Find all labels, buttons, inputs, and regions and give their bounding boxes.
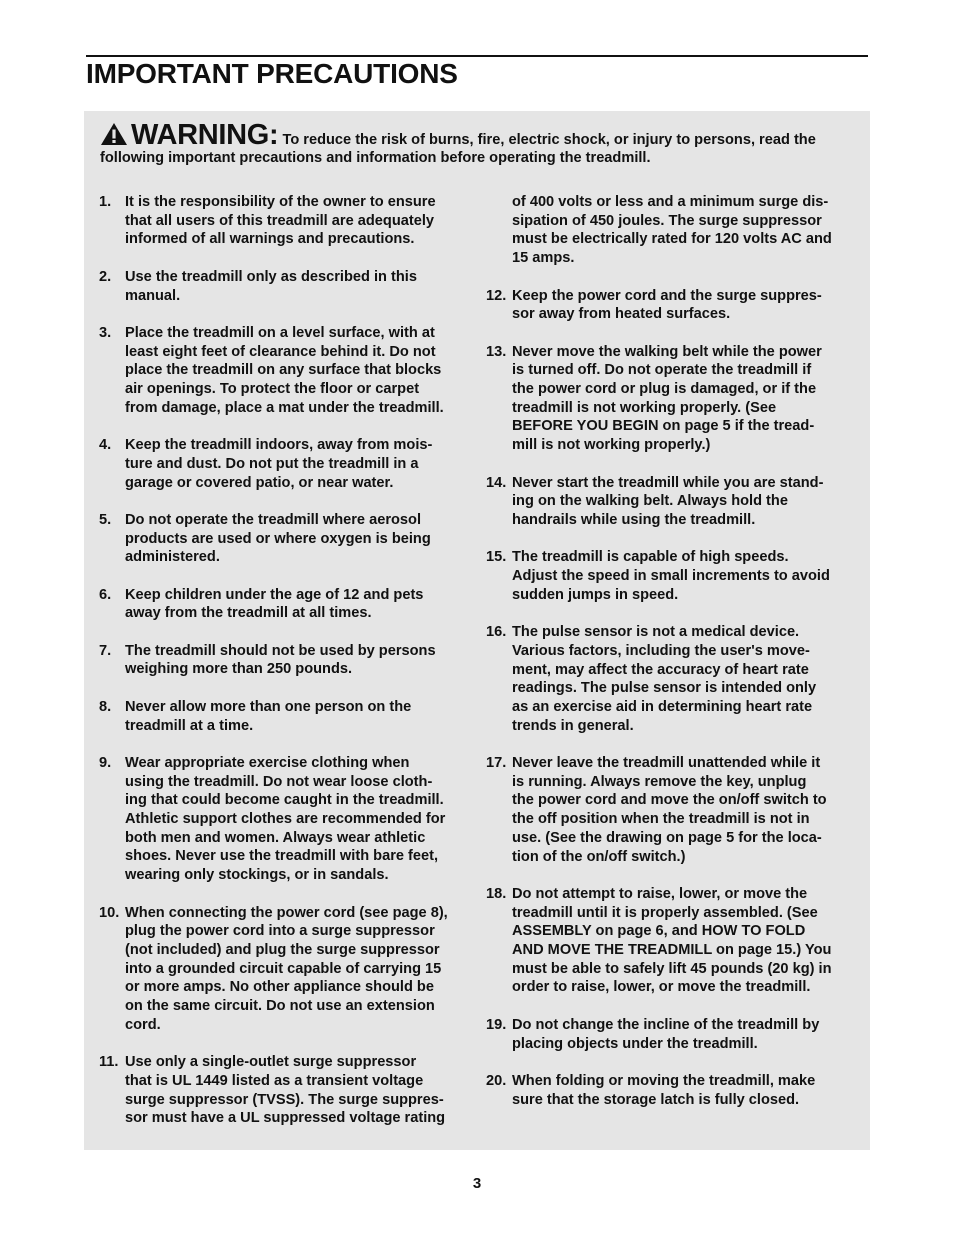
precaution-text-line: Never leave the treadmill unattended while it — [512, 755, 821, 771]
precaution-text-line: Use only a single-outlet surge suppressor — [125, 1054, 417, 1071]
precaution-text-line: Keep children under the age of 12 and pets — [125, 586, 424, 603]
precaution-number: 1. — [99, 194, 112, 210]
precaution-number: 2. — [99, 268, 112, 285]
page-title: IMPORTANT PRECAUTIONS — [86, 58, 458, 89]
precautions-left-column — [99, 193, 469, 1128]
precaution-text-line: from damage, place a mat under the treadmill. — [125, 399, 444, 416]
warning-triangle-icon — [100, 122, 128, 146]
precaution-text-line: of 400 volts or less and a minimum surge dis- — [512, 194, 829, 210]
precaution-text-line: It is the responsibility of the owner to ensure — [125, 194, 436, 210]
precaution-item — [99, 268, 469, 305]
precaution-text-line: sor must have a UL suppressed voltage rating — [125, 1110, 446, 1127]
precaution-text-line: (not included) and plug the surge suppressor — [125, 941, 440, 958]
precaution-item — [486, 474, 858, 530]
precautions-right-column — [486, 193, 858, 1109]
precaution-text-line: is running. Always remove the key, unplug — [512, 773, 807, 790]
precaution-text-line: products are used or where oxygen is being — [125, 530, 431, 547]
precaution-number: 6. — [99, 586, 112, 603]
precaution-text-line: ment, may affect the accuracy of heart rate — [512, 661, 809, 678]
precaution-text-line: Do not operate the treadmill where aerosol — [125, 511, 421, 528]
precaution-text-line: 15 amps. — [512, 250, 575, 267]
precaution-text-line: Do not attempt to raise, lower, or move the — [512, 885, 808, 902]
precaution-number: 14. — [486, 474, 507, 491]
precaution-text-line: AND MOVE THE TREADMILL on page 15.) You — [512, 942, 832, 959]
precaution-text-line: away from the treadmill at all times. — [125, 605, 372, 622]
precaution-text-line: Wear appropriate exercise clothing when — [125, 754, 410, 771]
precaution-text-line: ing on the walking belt. Always hold the — [512, 493, 788, 510]
precaution-item — [486, 623, 858, 735]
precaution-text-line: Various factors, including the user's move- — [512, 642, 810, 659]
precaution-text-line: as an exercise aid in determining heart rate — [512, 698, 813, 715]
precaution-text-line: When connecting the power cord (see page 8), — [125, 904, 448, 921]
precaution-text-line: garage or covered patio, or near water. — [125, 474, 394, 491]
precaution-text-line: air openings. To protect the floor or carpet — [125, 381, 420, 397]
precaution-item — [99, 193, 469, 249]
precaution-text-line: Keep the power cord and the surge suppres- — [512, 287, 822, 304]
precaution-item — [486, 343, 858, 455]
precaution-item — [99, 324, 469, 418]
precaution-text-line: least eight feet of clearance behind it. Do not — [125, 343, 436, 360]
precaution-text-line: administered. — [125, 549, 220, 566]
precaution-text-line: the power cord and move the on/off switch to — [512, 792, 827, 809]
precaution-text-line: that all users of this treadmill are adequately — [125, 212, 434, 229]
precaution-text-line: order to raise, lower, or move the treadmill. — [512, 979, 811, 996]
precaution-text-line: treadmill is not working properly. (See — [512, 399, 777, 416]
precaution-text-line: trends in general. — [512, 717, 634, 734]
precaution-text-line: the off position when the treadmill is not in — [512, 811, 810, 828]
warning-label: WARNING: — [131, 119, 279, 151]
precaution-text-line: treadmill until it is properly assembled. (See — [512, 904, 818, 921]
precaution-text-line: placing objects under the treadmill. — [512, 1035, 758, 1052]
precaution-item — [486, 885, 858, 997]
precaution-text-line: Never allow more than one person on the — [125, 698, 412, 715]
precaution-text-line: treadmill at a time. — [125, 717, 254, 734]
precaution-number: 17. — [486, 755, 507, 771]
precaution-text-line: the power cord or plug is damaged, or if the — [512, 381, 817, 397]
precaution-item — [99, 436, 469, 492]
precaution-text-line: tion of the on/off switch.) — [512, 848, 686, 865]
precaution-text-line: mill is not working properly.) — [512, 437, 711, 454]
precaution-text-line: must be able to safely lift 45 pounds (20 kg) in — [512, 960, 832, 977]
warning-text: To reduce the risk of burns, fire, electric shock, or injury to persons, read the following important precautions and information before operating the treadmill. — [100, 132, 816, 166]
precaution-item — [99, 642, 469, 679]
precaution-number: 13. — [486, 343, 507, 360]
precaution-text-line: BEFORE YOU BEGIN on page 5 if the tread- — [512, 418, 815, 435]
precaution-text-line: sure that the storage latch is fully closed. — [512, 1091, 800, 1108]
precaution-text-line: cord. — [125, 1016, 161, 1033]
precaution-number: 15. — [486, 549, 507, 566]
precaution-text-line: wearing only stockings, or in sandals. — [125, 867, 389, 884]
precaution-number: 20. — [486, 1072, 507, 1089]
precaution-text-line: Never start the treadmill while you are stand- — [512, 474, 824, 491]
precaution-text-line: The pulse sensor is not a medical device. — [512, 624, 800, 641]
precaution-text-line: Place the treadmill on a level surface, with at — [125, 324, 435, 341]
precaution-item — [486, 287, 858, 324]
precaution-text-line: Athletic support clothes are recommended for — [125, 811, 446, 828]
precaution-text-line: both men and women. Always wear athletic — [125, 829, 426, 846]
precaution-text-line: using the treadmill. Do not wear loose cloth- — [125, 773, 433, 790]
precaution-item — [99, 754, 469, 885]
precaution-number: 7. — [99, 642, 112, 659]
precaution-number: 12. — [486, 287, 507, 304]
precaution-text-line: must be electrically rated for 120 volts AC and — [512, 231, 832, 248]
precaution-number: 16. — [486, 624, 507, 641]
precaution-text-line: sipation of 450 joules. The surge suppressor — [512, 212, 822, 229]
precaution-text-line: ASSEMBLY on page 6, and HOW TO FOLD — [512, 923, 806, 940]
precaution-text-line: is turned off. Do not operate the treadmill if — [512, 362, 812, 379]
precaution-text-line: The treadmill should not be used by persons — [125, 642, 436, 659]
precaution-item — [99, 698, 469, 735]
precaution-number: 10. — [99, 904, 120, 921]
precaution-item — [99, 586, 469, 623]
precaution-number: 8. — [99, 698, 112, 715]
warning-statement — [100, 119, 860, 167]
precaution-text-line: informed of all warnings and precautions. — [125, 231, 415, 248]
precaution-number: 18. — [486, 885, 507, 902]
precaution-text-line: plug the power cord into a surge suppressor — [125, 923, 435, 940]
precaution-text-line: use. (See the drawing on page 5 for the loca- — [512, 829, 822, 846]
precaution-item — [99, 1053, 469, 1128]
precaution-text-line: Adjust the speed in small increments to avoid — [512, 568, 830, 584]
precaution-item — [486, 1072, 858, 1109]
precaution-text-line: Keep the treadmill indoors, away from mois- — [125, 437, 433, 454]
precaution-number: 5. — [99, 511, 112, 528]
page-number: 3 — [472, 1175, 482, 1192]
precaution-text-line: or more amps. No other appliance should be — [125, 979, 434, 996]
precaution-text-line: When folding or moving the treadmill, make — [512, 1072, 816, 1089]
precaution-text-line: ture and dust. Do not put the treadmill in a — [125, 455, 419, 472]
precaution-11-continued — [486, 193, 858, 268]
precaution-item — [99, 904, 469, 1035]
precaution-item — [486, 1016, 858, 1053]
precaution-text-line: Do not change the incline of the treadmill by — [512, 1016, 820, 1033]
precaution-text-line: surge suppressor (TVSS). The surge suppres- — [125, 1091, 444, 1108]
precaution-number: 11. — [99, 1054, 119, 1071]
precaution-number: 9. — [99, 754, 112, 771]
precaution-text-line: on the same circuit. Do not use an extension — [125, 998, 435, 1015]
precaution-number: 19. — [486, 1016, 507, 1033]
precaution-number: 3. — [99, 324, 112, 341]
precaution-item — [486, 754, 858, 866]
precaution-number: 4. — [99, 437, 112, 454]
precaution-text-line: ing that could become caught in the treadmill. — [125, 792, 444, 809]
precaution-text-line: weighing more than 250 pounds. — [125, 661, 353, 678]
precaution-text-line: The treadmill is capable of high speeds. — [512, 549, 789, 566]
precaution-text-line: sudden jumps in speed. — [512, 586, 679, 603]
precaution-text-line: Use the treadmill only as described in this — [125, 268, 417, 285]
precaution-text-line: sor away from heated surfaces. — [512, 306, 731, 323]
precaution-text-line: handrails while using the treadmill. — [512, 511, 756, 528]
precaution-text-line: manual. — [125, 287, 181, 304]
precaution-text-line: that is UL 1449 listed as a transient voltage — [125, 1072, 424, 1089]
precaution-text-line: place the treadmill on any surface that blocks — [125, 362, 442, 379]
precaution-item — [486, 548, 858, 604]
precaution-text-line: Never move the walking belt while the power — [512, 343, 822, 360]
precaution-text-line: shoes. Never use the treadmill with bare feet, — [125, 848, 439, 865]
precaution-text-line: into a grounded circuit capable of carrying 15 — [125, 960, 442, 977]
precaution-item — [99, 511, 469, 567]
precaution-text-line: readings. The pulse sensor is intended only — [512, 680, 817, 697]
